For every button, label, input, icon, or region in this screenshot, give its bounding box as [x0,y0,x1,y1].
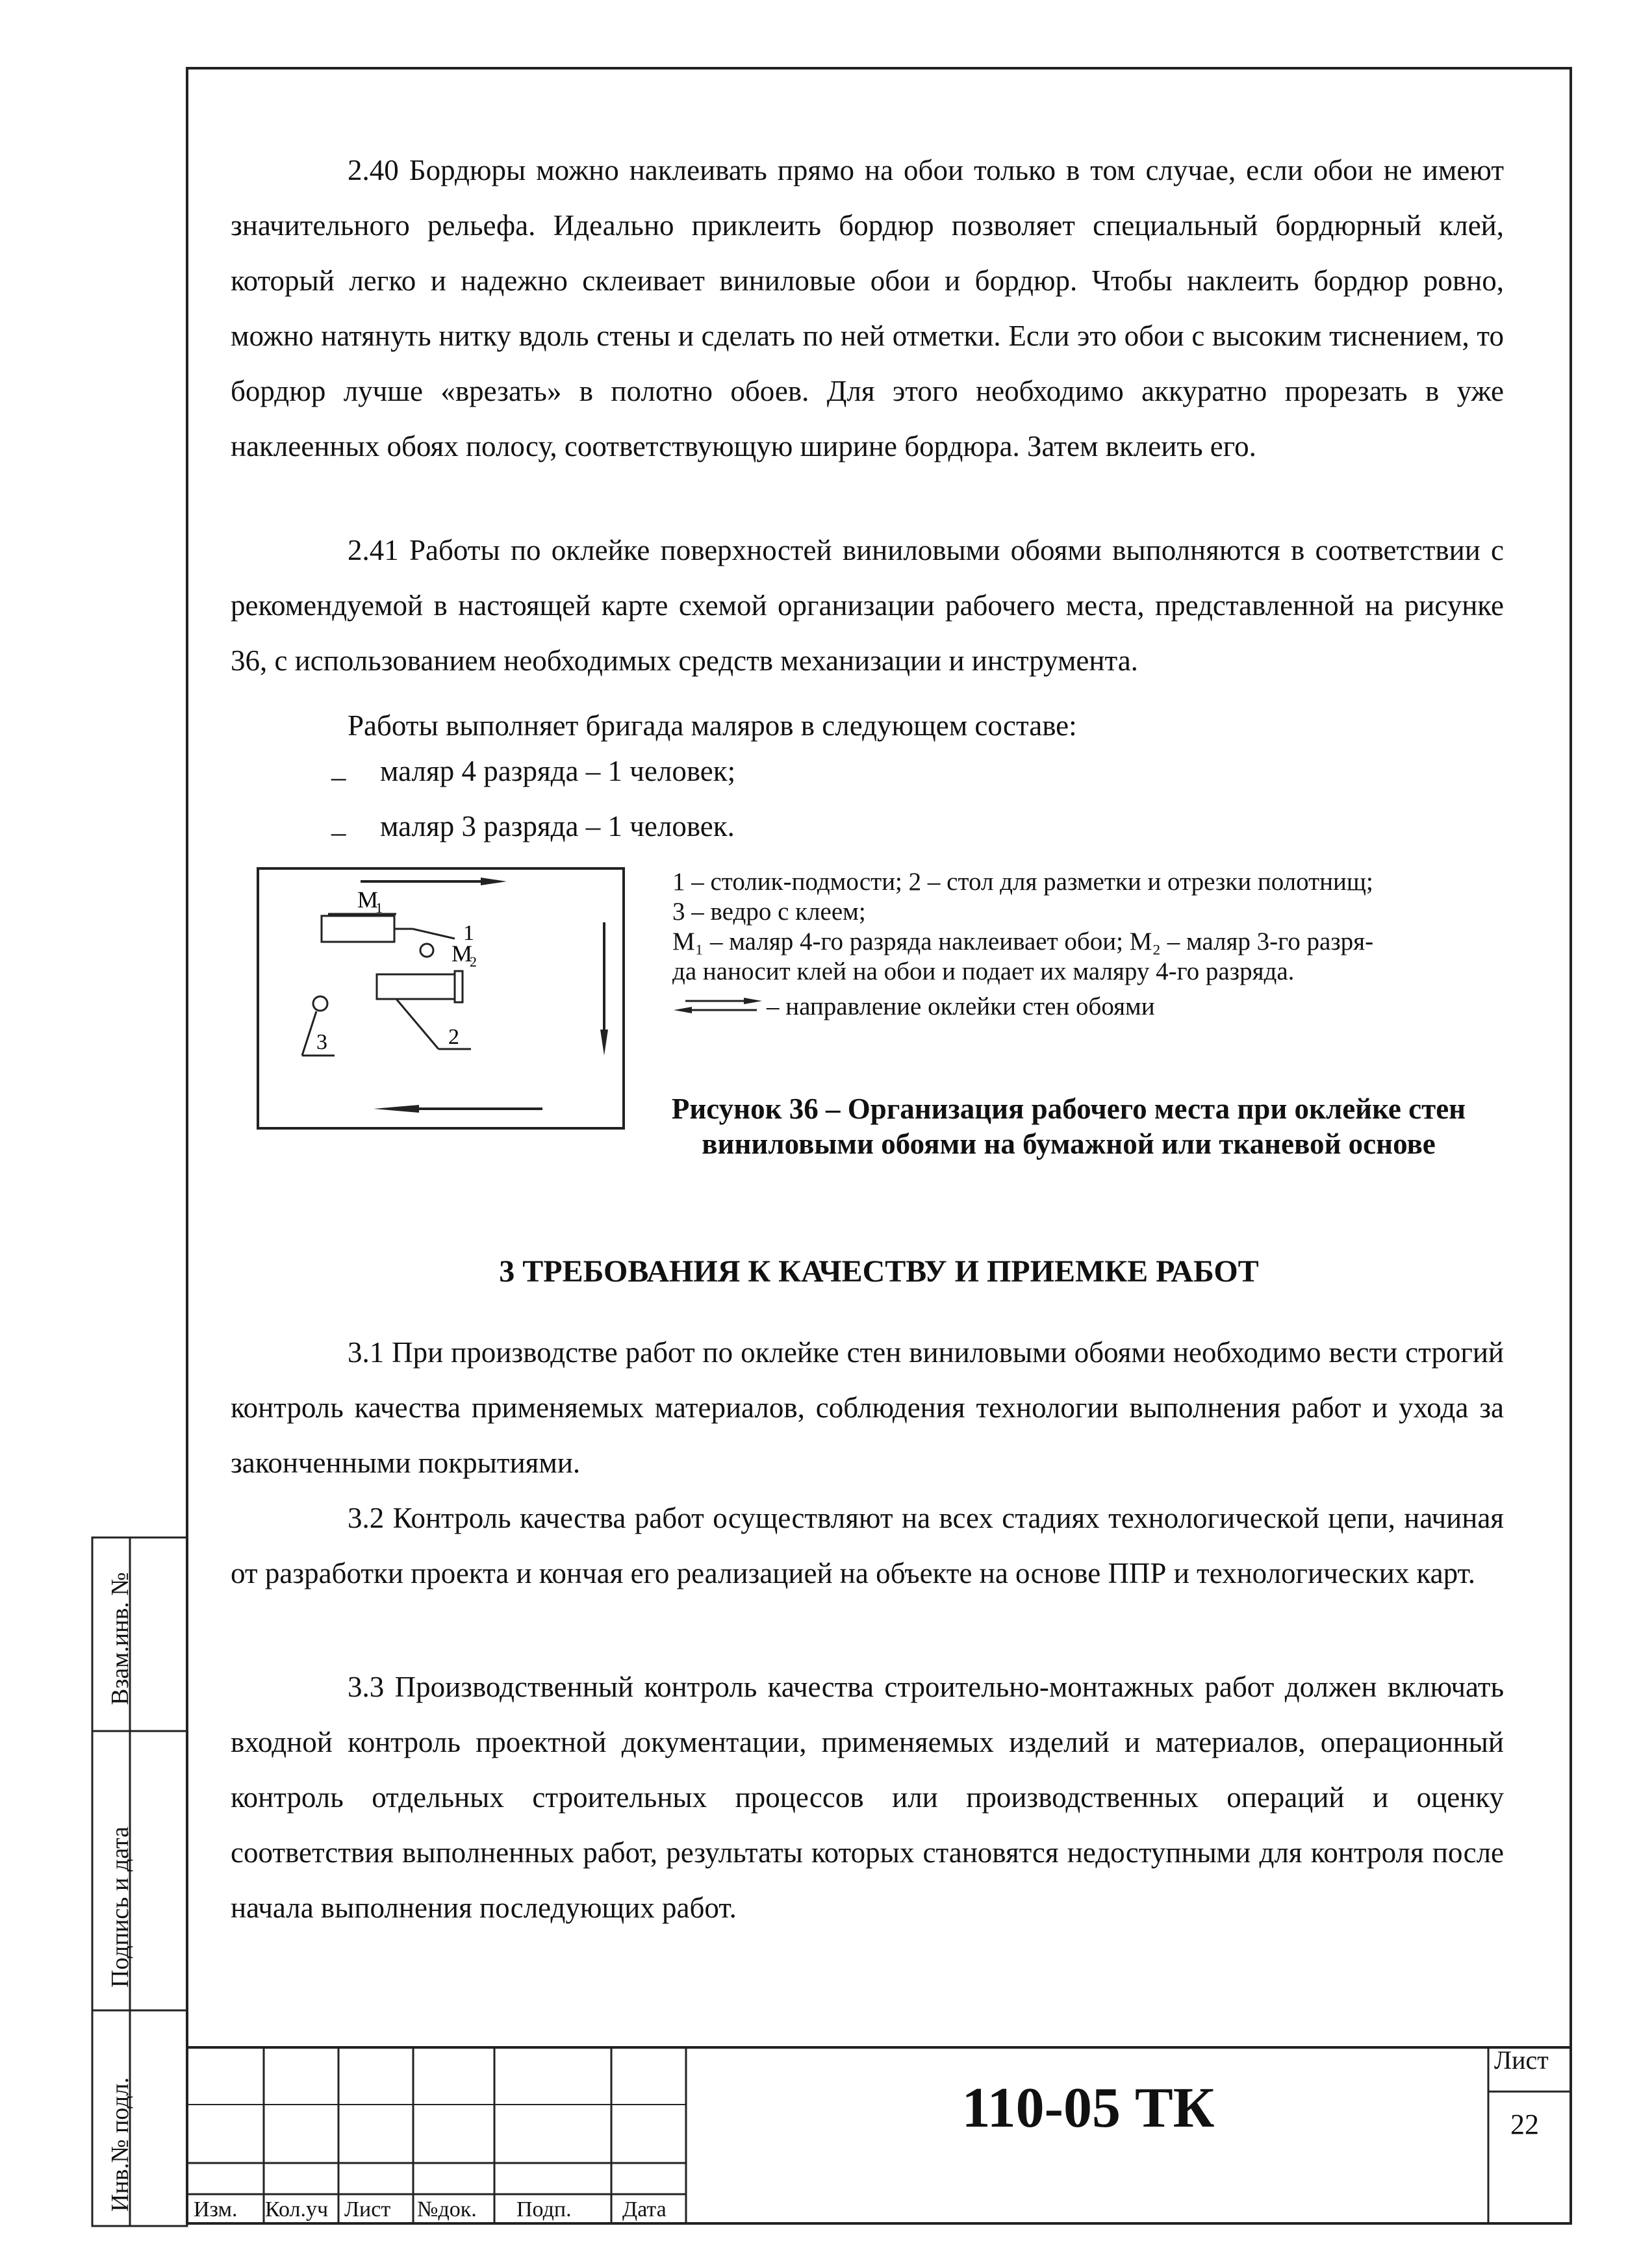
sheet-number: 22 [1510,2108,1539,2140]
paragraph-2-41: 2.41 Работы по оклейке поверхностей виниловыми обоями выполняются в соответствии с рекомендуемой в настоящей карте схемой организации рабочего места, представленной на рисунке 36, с использованием необходимых средств механизации и инструмента. [231,534,1504,677]
col-ndok: №док. [417,2197,477,2221]
legend-line-3: М₁ – маляр 4-го разряда наклеивает обои; М₂ – маляр 3-го разря- [672,928,1374,955]
col-kol-uch: Кол.уч [265,2197,329,2221]
crew-intro: Работы выполняет бригада маляров в следующем составе: [348,709,1077,742]
arrow-legend-row [672,992,1517,1022]
direction-arrow-icon [672,993,763,1019]
sheet-label: Лист [1494,2045,1549,2075]
legend-line-4: да наносит клей на обои и подает их маляру 4-го разряда. [672,957,1295,985]
label-2: 2 [448,1025,459,1049]
col-podp: Подп. [516,2197,572,2221]
col-list: Лист [344,2197,391,2221]
legend-line-1: 1 – столик-подмости; 2 – стол для разметки и отрезки полотнищ; [672,868,1373,896]
sidebar-inv-number: Инв.№ подл. [107,2077,134,2212]
scaffold-table [322,916,394,942]
label-3: 3 [316,1030,327,1054]
m1-label: М [357,887,379,913]
sidebar-zam-inv: Взам.инв. № [107,1572,134,1705]
legend-line-2: 3 – ведро с клеем; [672,898,866,926]
paragraph-3-1: 3.1 При производстве работ по оклейке стен виниловыми обоями необходимо вести строгий контроль качества применяемых материалов, соблюдения технологии выполнения работ и ухода за законченными покрытиями. [231,1336,1504,1479]
workplace-diagram [257,867,627,1133]
m1-sub: 1 [375,900,383,916]
m2-worker [420,944,433,957]
m2-sub: 2 [470,954,477,970]
sidebar-signature-date: Подпись и дата [107,1826,134,1988]
crew-item-1: маляр 4 разряда – 1 человек; [380,755,736,787]
figure-caption: Рисунок 36 – Организация рабочего места при оклейке стен виниловыми обоями на бумажной или тканевой основе [671,1093,1466,1160]
document-code: 110-05 ТК [961,2077,1215,2140]
m2-label: М [451,941,473,967]
cutting-table [377,974,455,999]
paragraph-3-3: 3.3 Производственный контроль качества строительно-монтажных работ должен включать входной контроль проектной документации, применяемых изделий и материалов, операционный контроль отдельных строительных процессов или производственных операций и оценку соответствия выполненных работ, результаты которых становятся недоступными для контроля после начала выполнения последующих работ. [231,1671,1504,1924]
glue-bucket [313,996,327,1011]
list-dash: – [331,761,346,793]
section-heading: 3 ТРЕБОВАНИЯ К КАЧЕСТВУ И ПРИЕМКЕ РАБОТ [499,1254,1259,1289]
list-dash: – [331,816,346,848]
paragraph-3-2: 3.2 Контроль качества работ осуществляют на всех стадиях технологической цепи, начиная от разработки проекта и кончая его реализацией на объекте на основе ППР и технологических карт. [231,1502,1504,1589]
col-izm: Изм. [194,2197,238,2221]
arrow-legend-text: – направление оклейки стен обоями [767,993,1155,1020]
label-1: 1 [463,921,474,945]
figure-legend [672,867,1517,1022]
paragraph-2-40: 2.40 Бордюры можно наклеивать прямо на обои только в том случае, если обои не имеют значительного рельефа. Идеально приклеить бордюр позволяет специальный бордюрный клей, который легко и надежно склеивает виниловые обои и бордюр. Чтобы наклеить бордюр ровно, можно натянуть нитку вдоль стены и сделать по ней отметки. Если это обои с высоким тиснением, то бордюр лучше «врезать» в полотно обоев. Для этого необходимо аккуратно прорезать в уже наклеенных обоях полосу, соответствующую ширине бордюра. Затем вклеить его. [231,154,1504,462]
crew-item-2: маляр 3 разряда – 1 человек. [380,810,735,842]
col-data: Дата [622,2197,667,2221]
